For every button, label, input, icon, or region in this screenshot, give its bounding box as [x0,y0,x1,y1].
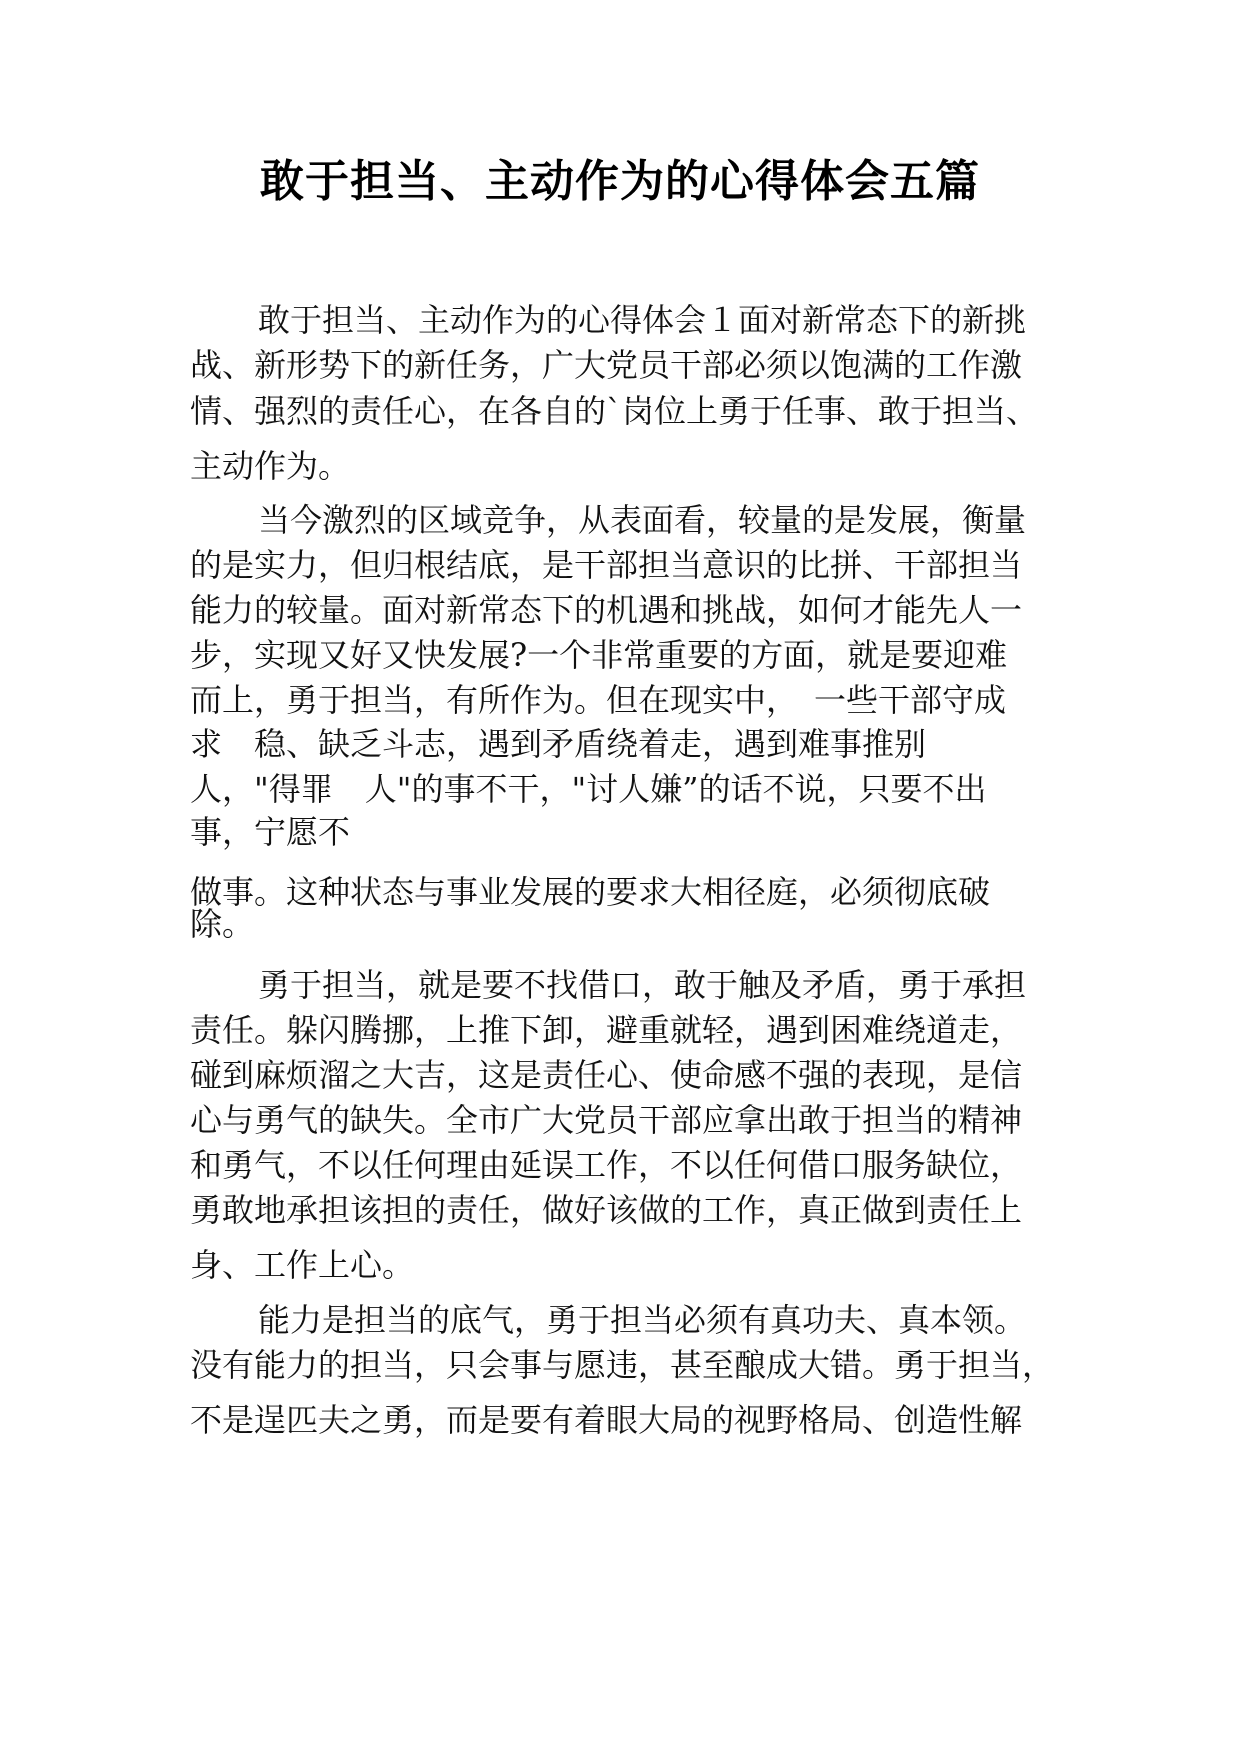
body-line: 不是逞匹夫之勇，而是要有着眼大局的视野格局、创造性解 [190,1401,1023,1439]
body-line: 而上，勇于担当，有所作为。但在现实中， 一些干部守成 [190,681,1007,719]
body-line: 敢于担当、主动作为的心得体会１面对新常态下的新挑 [258,301,1027,339]
body-line: 当今激烈的区域竞争，从表面看，较量的是发展，衡量 [258,501,1027,539]
body-line: 做事。这种状态与事业发展的要求大相径庭，必须彻底破 [190,873,991,911]
body-line: 事，宁愿不 [190,813,351,851]
body-line: 人，"得罪 人"的事不干，"讨人嫌”的话不说，只要不出 [190,770,987,808]
body-line: 求 稳、缺乏斗志，遇到矛盾绕着走，遇到难事推别 [190,725,927,763]
body-line: 的是实力，但归根结底，是干部担当意识的比拼、干部担当 [190,546,1023,584]
document-title: 敢于担当、主动作为的心得体会五篇 [260,156,980,207]
body-line: 勇于担当，就是要不找借口，敢于触及矛盾，勇于承担 [258,966,1027,1004]
body-line: 战、新形势下的新任务，广大党员干部必须以饱满的工作激 [190,346,1023,384]
body-line: 责任。躲闪腾挪，上推下卸，避重就轻，遇到困难绕道走， [190,1011,1023,1049]
body-line: 和勇气，不以任何理由延误工作，不以任何借口服务缺位， [190,1146,1023,1184]
body-line: 勇敢地承担该担的责任，做好该做的工作，真正做到责任上 [190,1191,1023,1229]
body-line: 没有能力的担当，只会事与愿违，甚至酿成大错。勇于担当， [190,1346,1055,1384]
body-line: 能力是担当的底气，勇于担当必须有真功夫、真本领。 [258,1301,1027,1339]
body-line: 步，实现又好又快发展?一个非常重要的方面，就是要迎难 [190,636,1008,674]
body-line: 除。 [190,905,255,943]
body-line: 心与勇气的缺失。全市广大党员干部应拿出敢于担当的精神 [190,1101,1023,1139]
body-line: 碰到麻烦溜之大吉，这是责任心、使命感不强的表现，是信 [190,1056,1023,1094]
body-line: 能力的较量。面对新常态下的机遇和挑战，如何才能先人一 [190,591,1023,629]
body-line: 主动作为。 [190,447,351,485]
body-line: 身、工作上心。 [190,1246,415,1284]
body-line: 情、强烈的责任心，在各自的`岗位上勇于任事、敢于担当、 [190,392,1039,430]
